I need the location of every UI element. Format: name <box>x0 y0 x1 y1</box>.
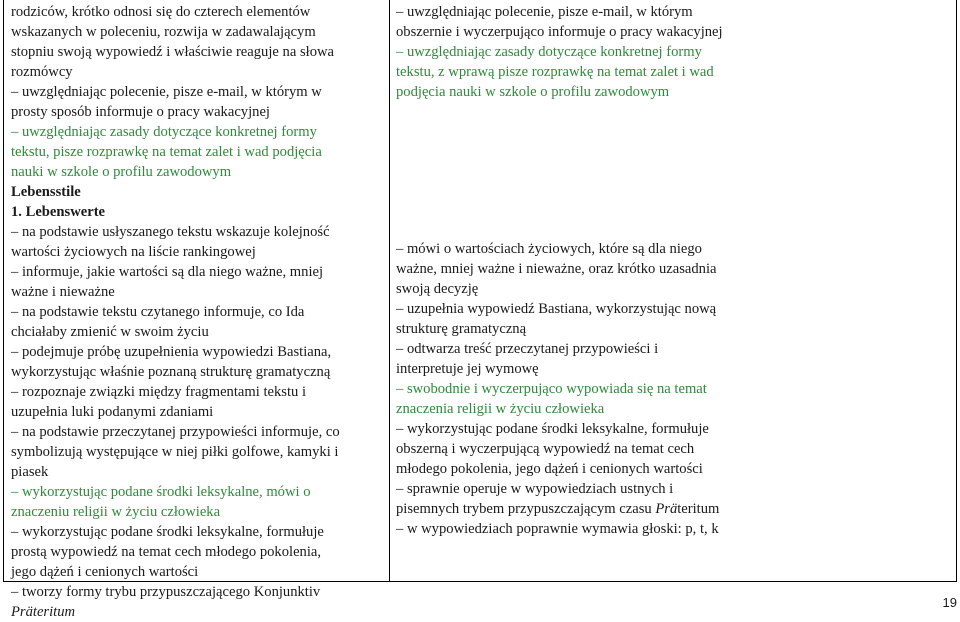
text-line: – na podstawie usłyszanego tekstu wskazuje kolejność <box>11 224 330 240</box>
text-line: ważne, mniej ważne i nieważne, oraz krótko uzasadnia <box>396 261 717 277</box>
text-line: młodego pokolenia, jego dążeń i cenionych wartości <box>396 461 703 477</box>
text-line: uzupełnia luki podanymi zdaniami <box>11 404 214 420</box>
page-number: 19 <box>942 595 957 610</box>
right-column-spacer <box>396 102 768 239</box>
text-line: wartości życiowych na liście rankingowej <box>11 244 256 260</box>
text-line: – w wypowiedziach poprawnie wymawia głoski: p, t, k <box>396 521 719 537</box>
text-line: obszerną i wyczerpującą wypowiedź na temat cech <box>396 441 695 457</box>
text-line: – wykorzystując podane środki leksykalne, formułuje <box>396 421 709 437</box>
text-line: – rozpoznaje związki między fragmentami tekstu i <box>11 384 307 400</box>
text-line: pisemnych trybem przypuszczającym czasu Präteritum <box>396 501 720 517</box>
text-line: 1. Lebenswerte <box>11 204 106 220</box>
text-line: piasek <box>11 464 49 480</box>
text-line: – wykorzystując podane środki leksykalne, formułuje <box>11 524 324 540</box>
text-line: – swobodnie i wyczerpująco wypowiada się na temat <box>396 381 707 397</box>
text-line: Lebensstile <box>11 184 81 200</box>
column-divider <box>389 0 390 581</box>
text-line: – uwzględniając polecenie, pisze e-mail, w którym <box>396 4 693 20</box>
text-line: podjęcia nauki w szkole o profilu zawodowym <box>396 84 670 100</box>
text-line: – podejmuje próbę uzupełnienia wypowiedzi Bastiana, <box>11 344 332 360</box>
text-line: obszernie i wyczerpująco informuje o pracy wakacyjnej <box>396 24 723 40</box>
text-line: stopniu swoją wypowiedź i właściwie reaguje na słowa <box>11 44 335 60</box>
text-line: tekstu, pisze rozprawkę na temat zalet i wad podjęcia <box>11 144 322 160</box>
text-line: – sprawnie operuje w wypowiedziach ustnych i <box>396 481 674 497</box>
text-line: symbolizują występujące w niej piłki golfowe, kamyki i <box>11 444 339 460</box>
text-line: chciałaby zmienić w swoim życiu <box>11 324 209 340</box>
text-line: – uzupełnia wypowiedź Bastiana, wykorzystując nową <box>396 301 717 317</box>
right-column <box>396 2 768 539</box>
text-line: – wykorzystując podane środki leksykalne, mówi o <box>11 484 311 500</box>
text-line: – uwzględniając zasady dotyczące konkretnej formy <box>396 44 702 60</box>
text-line: prostą wypowiedź na temat cech młodego pokolenia, <box>11 544 322 560</box>
text-line: – na podstawie tekstu czytanego informuje, co Ida <box>11 304 305 320</box>
right-column-bottom-block <box>396 239 768 539</box>
text-line: interpretuje jej wymowę <box>396 361 539 377</box>
right-column-top-block <box>396 2 768 102</box>
text-line: jego dążeń i cenionych wartości <box>11 564 199 580</box>
text-line: znaczenia religii w życiu człowieka <box>396 401 605 417</box>
text-line: rodziców, krótko odnosi się do czterech elementów <box>11 4 311 20</box>
text-line: – uwzględniając zasady dotyczące konkretnej formy <box>11 124 317 140</box>
text-line: tekstu, z wprawą pisze rozprawkę na temat zalet i wad <box>396 64 714 80</box>
text-line: – tworzy formy trybu przypuszczającego Konjunktiv <box>11 584 321 600</box>
text-line: – uwzględniając polecenie, pisze e-mail, w którym w <box>11 84 322 100</box>
text-line: ważne i nieważne <box>11 284 115 300</box>
text-line: wskazanych w poleceniu, rozwija w zadawalającym <box>11 24 316 40</box>
text-line: wykorzystując właśnie poznaną strukturę gramatyczną <box>11 364 331 380</box>
text-line: strukturę gramatyczną <box>396 321 527 337</box>
text-line: Präteritum <box>11 604 76 620</box>
text-line: rozmówcy <box>11 64 73 80</box>
text-line: – odtwarza treść przeczytanej przypowieści i <box>396 341 659 357</box>
text-line: – na podstawie przeczytanej przypowieści informuje, co <box>11 424 340 440</box>
text-line: – mówi o wartościach życiowych, które są dla niego <box>396 241 702 257</box>
text-line: nauki w szkole o profilu zawodowym <box>11 164 232 180</box>
text-line: prosty sposób informuje o pracy wakacyjnej <box>11 104 270 120</box>
text-line: znaczeniu religii w życiu człowieka <box>11 504 221 520</box>
text-line: swoją decyzję <box>396 281 479 297</box>
text-line: – informuje, jakie wartości są dla niego ważne, mniej <box>11 264 324 280</box>
left-column <box>11 2 387 622</box>
